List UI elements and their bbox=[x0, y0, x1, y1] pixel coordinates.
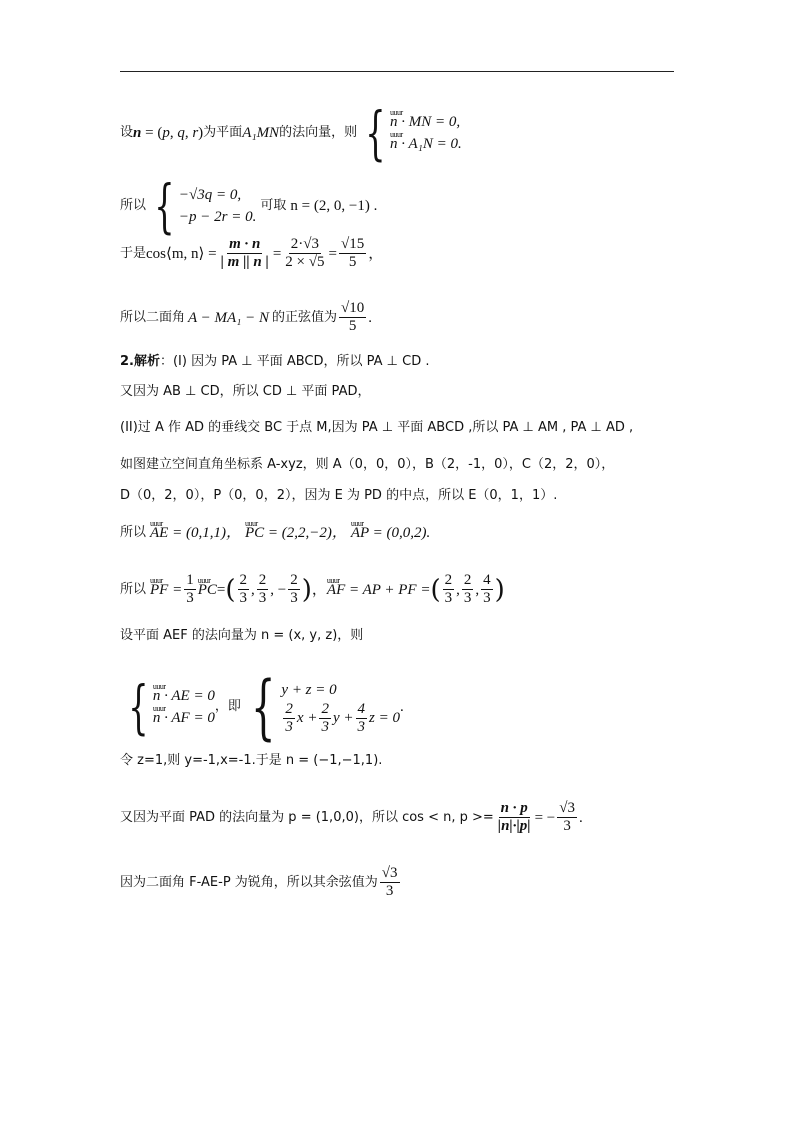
equals: = − bbox=[534, 809, 556, 826]
solution-2-line-1 bbox=[120, 352, 430, 372]
sine-line: 所以二面角 A − MA₁ − N 的正弦值为 $\frac{√10}{5}$ . bbox=[120, 300, 373, 334]
text: ：(I) 因为 PA ⊥ 平面 ABCD，所以 PA ⊥ CD . bbox=[159, 354, 430, 369]
normal-vector-line bbox=[120, 99, 462, 167]
text: 的正弦值为 bbox=[272, 309, 338, 325]
numerator: 2·√3 bbox=[290, 236, 320, 252]
text: 所以二面角 bbox=[120, 309, 186, 325]
equation: −√3q = 0, bbox=[178, 187, 242, 203]
text: ，即 bbox=[214, 699, 241, 714]
numerator: √3 bbox=[559, 800, 575, 816]
solution-2-line-2 bbox=[120, 382, 370, 402]
left-brace: { bbox=[365, 99, 386, 167]
denominator: |n|·|p| bbox=[497, 818, 531, 834]
equation: y + z = 0 bbox=[281, 681, 337, 698]
equation: −p − 2r = 0. bbox=[178, 209, 257, 225]
text: 所以 bbox=[120, 525, 147, 540]
vector-af: uuur AF = AP + PF = bbox=[327, 580, 431, 600]
denominator: 5 bbox=[348, 318, 357, 334]
system-line bbox=[120, 172, 378, 240]
equation-system: { y + z = 0 $\frac{2}{3}$ x + $\frac{2}{3}$ y + $\frac{4}{3}$ z = 0 bbox=[250, 666, 400, 748]
text: 又因为 AB ⊥ CD，所以 CD ⊥ 平面 PAD， bbox=[120, 384, 371, 399]
angle-name: A − MA₁ − N bbox=[188, 309, 270, 326]
numerator: √3 bbox=[381, 865, 398, 881]
numerator: √10 bbox=[341, 300, 365, 316]
text: 所以 bbox=[120, 581, 147, 597]
fraction bbox=[283, 236, 326, 271]
final-answer-line bbox=[120, 865, 402, 900]
denominator: 3 bbox=[385, 883, 394, 899]
fraction bbox=[219, 236, 271, 271]
numerator: m · n bbox=[229, 236, 261, 252]
text: D（0，2，0），P（0，0，2），因为 E 为 PD 的中点，所以 E（0，1，1）. bbox=[120, 488, 558, 503]
numerator: √15 bbox=[340, 236, 365, 252]
math-n-value: n = (2, 0, −1) . bbox=[290, 198, 378, 214]
text: 又因为平面 PAD 的法向量为 p = (1,0,0)，所以 cos < n, p >= bbox=[120, 809, 494, 825]
solution-2-line-3 bbox=[120, 418, 633, 438]
equation-system bbox=[120, 673, 215, 741]
left-brace: { bbox=[128, 673, 149, 741]
section-label: 2.解析 bbox=[120, 354, 160, 369]
vectors-line bbox=[120, 523, 430, 543]
text: 的法向量，则 bbox=[279, 125, 358, 140]
left-brace: { bbox=[154, 172, 175, 240]
text: 可取 bbox=[260, 198, 287, 213]
fraction bbox=[339, 236, 366, 271]
text: 设 bbox=[120, 125, 134, 140]
fraction bbox=[339, 300, 366, 335]
equation: uuur n · AF = 0 bbox=[153, 707, 215, 729]
left-brace: { bbox=[250, 666, 276, 748]
numerator: n · p bbox=[500, 800, 528, 816]
denominator: 5 bbox=[348, 254, 357, 270]
solution-2-line-5 bbox=[120, 486, 557, 506]
equation: uuur n · AE = 0 bbox=[153, 685, 215, 707]
text: 如图建立空间直角坐标系 A-xyz，则 A（0，0，0），B（2，-1，0），C（2，2，0）， bbox=[120, 457, 615, 472]
text: 为平面 bbox=[203, 125, 243, 140]
equation: uuur n · A₁N = 0. bbox=[390, 133, 462, 155]
math-cos: cos⟨m, n⟩ = bbox=[146, 245, 217, 262]
fraction bbox=[557, 800, 577, 835]
text: 于是 bbox=[120, 245, 147, 261]
vector-ap: uuur AP = (0,0,2). bbox=[351, 523, 430, 543]
denominator: 2 × √5 bbox=[285, 254, 325, 270]
plane-name: A₁MN bbox=[242, 125, 280, 141]
solution-n-line bbox=[120, 751, 382, 771]
solution-2-line-4 bbox=[120, 455, 614, 475]
vector-ae: uuur AE = (0,1,1)， bbox=[150, 523, 241, 543]
text: 设平面 AEF 的法向量为 n = (x, y, z)，则 bbox=[120, 628, 364, 643]
normal-aef-line bbox=[120, 626, 363, 646]
text: 因为二面角 F-AE-P 为锐角，所以其余弦值为 bbox=[120, 874, 378, 890]
denominator: 3 bbox=[563, 818, 571, 834]
math-n-def: n = (p, q, r) bbox=[133, 125, 204, 141]
denominator: | m || n | bbox=[220, 254, 269, 270]
fraction bbox=[496, 800, 533, 835]
vector-pc: uuur PC = (2,2,−2)， bbox=[245, 523, 347, 543]
vector-pf-af-line: 所以 uuur PF = $\frac{1}{3}$ uuur PC = ( $\frac{2}{3}$ , $\frac{2}{3}$ , − $\frac{2}{3}$ ) ， uuur AF = AP + PF = ( $\frac{2}{3}$ , $\frac{2}{3}$ , $\frac{4}{3}$ ) bbox=[120, 572, 505, 607]
text: (II)过 A 作 AD 的垂线交 BC 于点 M,因为 PA ⊥ 平面 ABCD ,所以 PA ⊥ AM , PA ⊥ AD , bbox=[120, 420, 634, 435]
vector-pf: uuur PF = bbox=[150, 580, 182, 600]
equation-system bbox=[146, 172, 257, 240]
text: 所以 bbox=[120, 198, 147, 213]
cos-np-line: 又因为平面 PAD 的法向量为 p = (1,0,0)，所以 cos < n, p >= $\frac{n \cdot p}{|n|\cdot|p|}$ = − $\frac{√3}{3}$ . bbox=[120, 800, 583, 834]
aef-system-line: { uuur n · AE = 0 uuur n · AF = 0 ，即 { y + z = 0 $\frac{2}{3}$ x + $\frac{2}{3}$ y + $\frac{4}{3}$ z = 0 . bbox=[120, 672, 404, 742]
cosine-line: 于是 cos⟨m, n⟩ = $\frac{m \cdot n}{| m || n |}$ = $\frac{2\cdot√3}{2 \times √5}$ = $\frac{√15}{5}$ ， bbox=[120, 236, 384, 270]
equation-system bbox=[357, 99, 462, 167]
fraction bbox=[380, 865, 400, 900]
text: 令 z=1,则 y=-1,x=-1.于是 n = (−1,−1,1). bbox=[120, 753, 383, 768]
equation: uuur n · MN = 0, bbox=[390, 111, 462, 133]
header-rule bbox=[120, 71, 674, 72]
